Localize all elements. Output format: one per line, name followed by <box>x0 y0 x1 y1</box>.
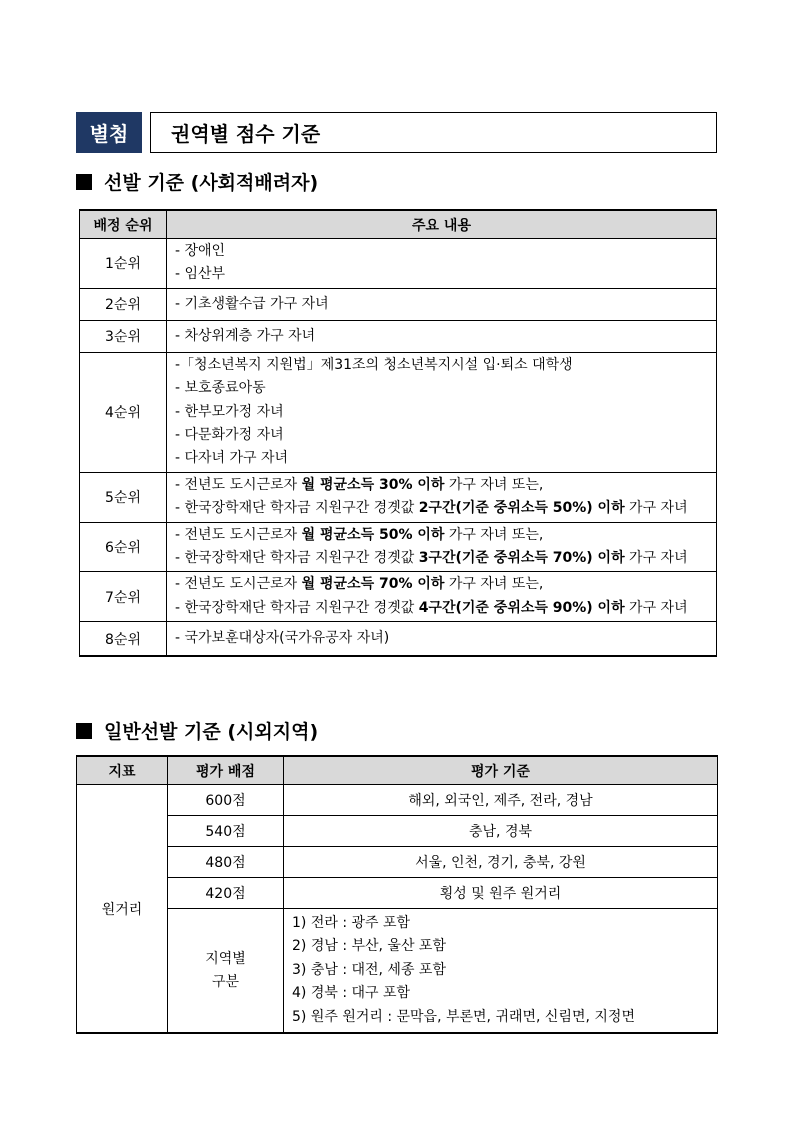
table-row <box>77 785 718 816</box>
list-item: 4) 경북 : 대구 포함 <box>292 985 411 1002</box>
table-row <box>77 878 718 909</box>
list-item: - 다자녀 가구 자녀 <box>175 450 289 467</box>
list-item: - 임산부 <box>175 266 226 283</box>
list-item: -「청소년복지 지원법」제31조의 청소년복지시설 입·퇴소 대학생 <box>175 356 573 373</box>
rank-cell: 6순위 <box>80 522 167 572</box>
table-row <box>80 352 717 472</box>
table-row <box>80 288 717 320</box>
list-item: - 국가보훈대상자(국가유공자 자녀) <box>175 629 390 646</box>
regional-label-line: 지역별 <box>205 950 246 967</box>
score-cell: 540점 <box>168 816 284 847</box>
content-cell <box>167 320 717 352</box>
rank-cell: 4순위 <box>80 352 167 472</box>
list-item: - 장애인 <box>175 243 226 259</box>
page-title: 권역별 점수 기준 <box>150 112 717 153</box>
rank-cell: 2순위 <box>80 288 167 320</box>
rank-cell: 5순위 <box>80 472 167 522</box>
list-item: - 한부모가정 자녀 <box>175 403 284 420</box>
list-item: 3) 충남 : 대전, 세종 포함 <box>292 961 446 978</box>
score-cell: 420점 <box>168 878 284 909</box>
table-row <box>80 239 717 289</box>
list-item: - 차상위계층 가구 자녀 <box>175 327 316 344</box>
list-item: - 다문화가정 자녀 <box>175 427 284 444</box>
square-bullet-icon <box>76 174 92 190</box>
priority-table <box>79 209 717 657</box>
section-title-2: 일반선발 기준 (시외지역) <box>104 721 319 743</box>
list-item: - 한국장학재단 학자금 지원구간 경곗값 3구간(기준 중위소득 70%) 이하 가구 자녀 <box>175 550 688 567</box>
criteria-cell: 횡성 및 원주 원거리 <box>284 878 718 909</box>
score-cell: 600점 <box>168 785 284 816</box>
rank-cell: 1순위 <box>80 239 167 289</box>
list-item: - 한국장학재단 학자금 지원구간 경곗값 4구간(기준 중위소득 90%) 이하 가구 자녀 <box>175 599 688 616</box>
criteria-cell: 해외, 외국인, 제주, 전라, 경남 <box>284 785 718 816</box>
table-row <box>80 472 717 522</box>
content-cell <box>167 472 717 522</box>
score-cell: 480점 <box>168 847 284 878</box>
table-header-row <box>77 756 718 785</box>
list-item: - 보호종료아동 <box>175 380 266 397</box>
list-item: 2) 경남 : 부산, 울산 포함 <box>292 938 446 955</box>
criteria-cell: 충남, 경북 <box>284 816 718 847</box>
content-cell <box>167 239 717 289</box>
table-row <box>77 847 718 878</box>
list-item: - 한국장학재단 학자금 지원구간 경곗값 2구간(기준 중위소득 50%) 이하 가구 자녀 <box>175 500 688 517</box>
table-row <box>80 522 717 572</box>
content-cell <box>167 352 717 472</box>
table-row <box>77 816 718 847</box>
column-header-content: 주요 내용 <box>167 210 717 239</box>
section-heading-2 <box>76 717 318 744</box>
list-item: 5) 원주 원거리 : 문막읍, 부론면, 귀래면, 신림면, 지정면 <box>292 1008 635 1025</box>
content-cell <box>167 288 717 320</box>
list-item: - 전년도 도시근로자 월 평균소득 30% 이하 가구 자녀 또는, <box>175 476 544 493</box>
column-header-rank: 배정 순위 <box>80 210 167 239</box>
list-item: - 전년도 도시근로자 월 평균소득 50% 이하 가구 자녀 또는, <box>175 526 544 543</box>
square-bullet-icon <box>76 723 92 739</box>
regional-label-line: 구분 <box>211 973 240 990</box>
table-row <box>80 622 717 656</box>
column-header-score: 평가 배점 <box>168 756 284 785</box>
table-row <box>80 572 717 622</box>
section-title-1: 선발 기준 (사회적배려자) <box>104 172 319 194</box>
appendix-badge: 별첨 <box>76 112 142 153</box>
content-cell <box>167 572 717 622</box>
column-header-indicator: 지표 <box>77 756 168 785</box>
list-item: 1) 전라 : 광주 포함 <box>292 915 411 931</box>
regional-label-cell <box>168 909 284 1034</box>
table-header-row <box>80 210 717 239</box>
list-item: - 전년도 도시근로자 월 평균소득 70% 이하 가구 자녀 또는, <box>175 576 544 593</box>
content-cell <box>167 522 717 572</box>
column-header-criteria: 평가 기준 <box>284 756 718 785</box>
content-cell <box>167 622 717 656</box>
indicator-cell: 원거리 <box>77 785 168 1034</box>
criteria-cell: 서울, 인천, 경기, 충북, 강원 <box>284 847 718 878</box>
section-heading-1 <box>76 168 318 195</box>
rank-cell: 8순위 <box>80 622 167 656</box>
scoring-table <box>76 755 718 1034</box>
table-row <box>80 320 717 352</box>
rank-cell: 3순위 <box>80 320 167 352</box>
regional-list-cell <box>284 909 718 1034</box>
list-item: - 기초생활수급 가구 자녀 <box>175 295 329 312</box>
table-row <box>77 909 718 1034</box>
rank-cell: 7순위 <box>80 572 167 622</box>
